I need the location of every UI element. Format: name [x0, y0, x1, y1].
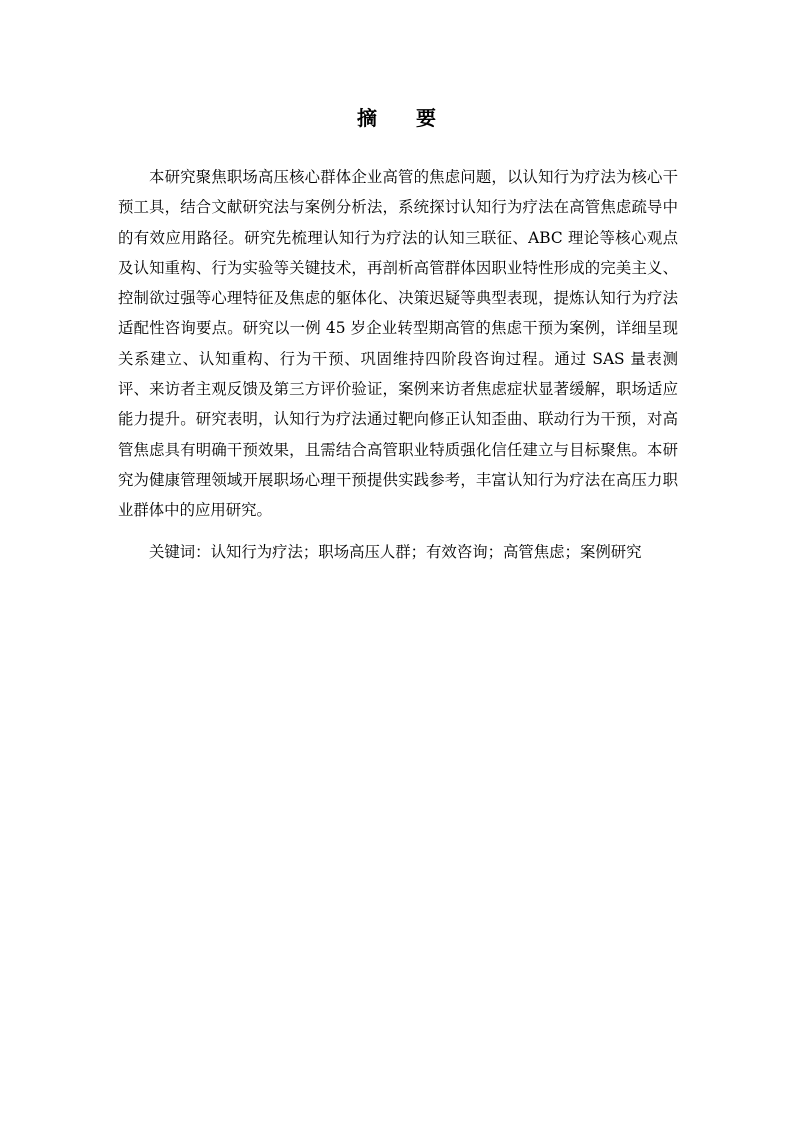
- abstract-title: 摘 要: [357, 106, 452, 130]
- keywords-line: 关键词：认知行为疗法；职场高压人群；有效咨询；高管焦虑；案例研究: [149, 543, 642, 561]
- abstract-body: 本研究聚焦职场高压核心群体企业高管的焦虑问题，以认知行为疗法为核心干预工具，结合文献研究法与案例分析法，系统探讨认知行为疗法在高管焦虑疏导中的有效应用路径。研究先梳理认知行为疗法的认知三联征、ABC 理论等核心观点及认知重构、行为实验等关键技术，再剖析高管群体因职业特性形成的完美主义、控制欲过强等心理特征及焦虑的躯体化、决策迟疑等典型表现，提炼认知行为疗法适配性咨询要点。研究以一例 45 岁企业转型期高管的焦虑干预为案例，详细呈现关系建立、认知重构、行为干预、巩固维持四阶段咨询过程。通过 SAS 量表测评、来访者主观反馈及第三方评价验证，案例来访者焦虑症状显著缓解，职场适应能力提升。研究表明，认知行为疗法通过靶向修正认知歪曲、联动行为干预，对高管焦虑具有明确干预效果，且需结合高管职业特质强化信任建立与目标聚焦。本研究为健康管理领域开展职场心理干预提供实践参考，丰富认知行为疗法在高压力职业群体中的应用研究。: [118, 168, 678, 520]
